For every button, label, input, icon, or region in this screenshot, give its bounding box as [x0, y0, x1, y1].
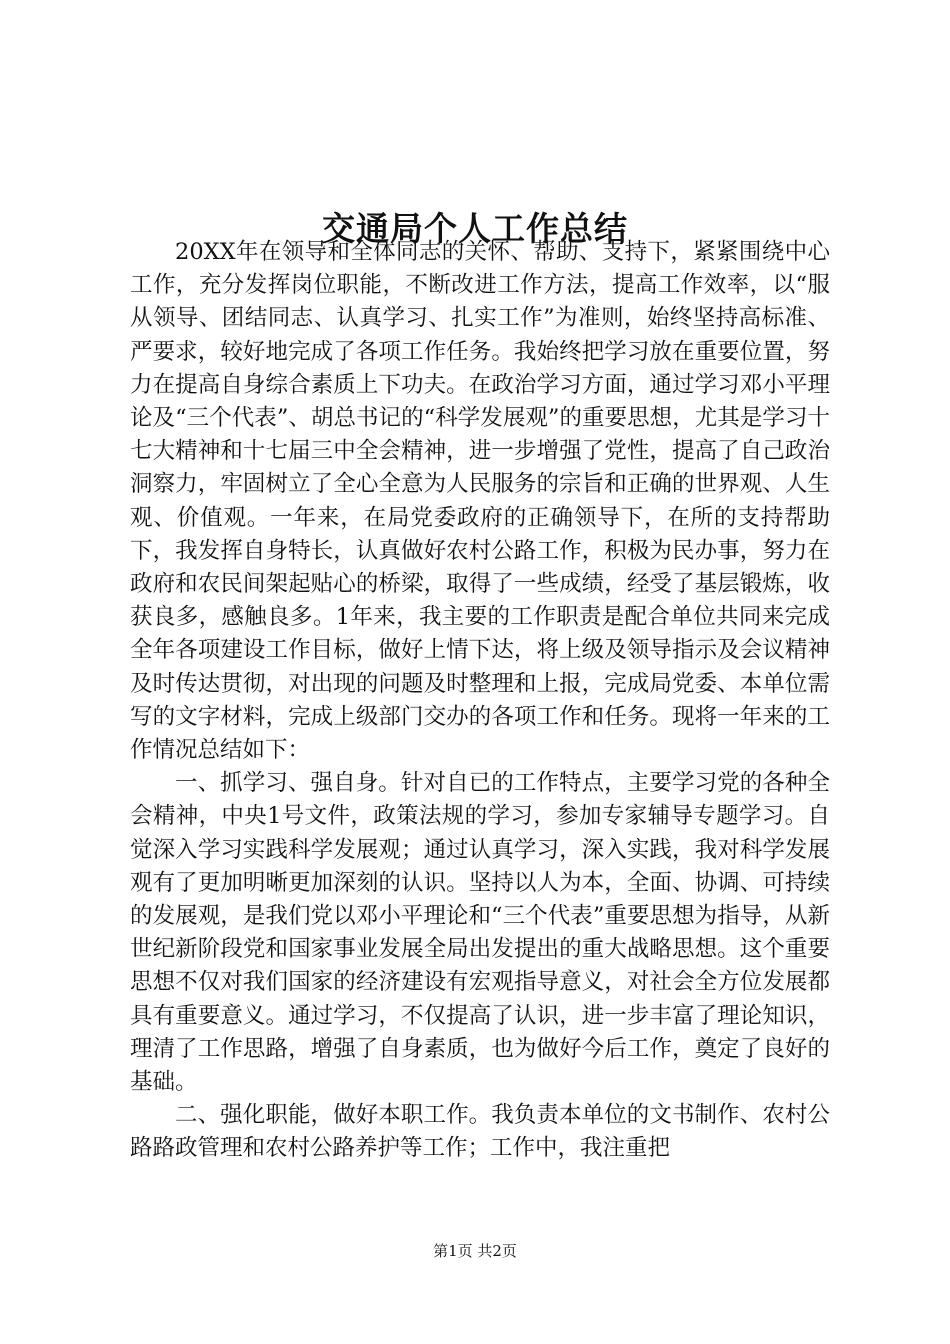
paragraph-section-2: 二、强化职能，做好本职工作。我负责本单位的文书制作、农村公路路政管理和农村公路养护等工作；工作中，我注重把	[130, 1102, 830, 1162]
document-title: 交通局个人工作总结	[322, 209, 628, 249]
paragraph-intro: 20XX年在领导和全体同志的关怀、帮助、支持下，紧紧围绕中心工作，充分发挥岗位职能，不断改进工作方法，提高工作效率，以“服从领导、团结同志、认真学习、扎实工作”为准则，始终坚持高标准、严要求，较好地完成了各项工作任务。我始终把学习放在重要位置，努力在提高自身综合素质上下功夫。在政治学习方面，通过学习邓小平理论及“三个代表”、胡总书记的“科学发展观”的重要思想，尤其是学习十七大精神和十七届三中全会精神，进一步增强了党性，提高了自己政治洞察力，牢固树立了全心全意为人民服务的宗旨和正确的世界观、人生观、价值观。一年来，在局党委政府的正确领导下，在所的支持帮助下，我发挥自身特长，认真做好农村公路工作，积极为民办事，努力在政府和农民间架起贴心的桥梁，取得了一些成绩，经受了基层锻炼，收获良多，感触良多。1年来，我主要的工作职责是配合单位共同来完成全年各项建设工作目标，做好上情下达，将上级及领导指示及会议精神及时传达贯彻，对出现的问题及时整理和上报，完成局党委、本单位需写的文字材料，完成上级部门交办的各项工作和任务。现将一年来的工作情况总结如下：	[130, 239, 830, 764]
page-number-footer: 第1页 共2页	[433, 1242, 517, 1260]
document-body	[130, 236, 830, 1166]
paragraph-section-1: 一、抓学习、强自身。针对自已的工作特点，主要学习党的各种全会精神，中央1号文件，政策法规的学习，参加专家辅导专题学习。自觉深入学习实践科学发展观；通过认真学习，深入实践，我对科学发展观有了更加明晰更加深刻的认识。坚持以人为本，全面、协调、可持续的发展观，是我们党以邓小平理论和“三个代表”重要思想为指导，从新世纪新阶段党和国家事业发展全局出发提出的重大战略思想。这个重要思想不仅对我们国家的经济建设有宏观指导意义，对社会全方位发展都具有重要意义。通过学习，不仅提高了认识，进一步丰富了理论知识，理清了工作思路，增强了自身素质，也为做好今后工作，奠定了良好的基础。	[130, 770, 830, 1096]
